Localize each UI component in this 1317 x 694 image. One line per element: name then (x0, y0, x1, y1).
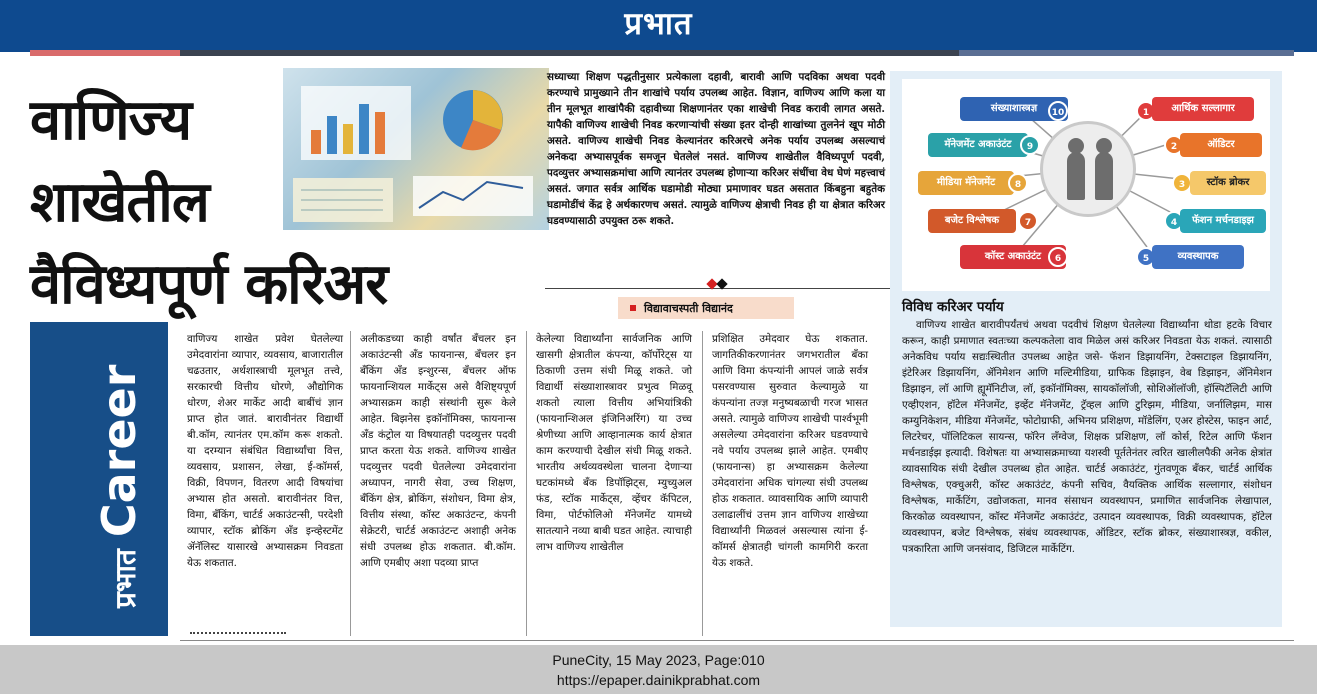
option-number-5: 5 (1136, 247, 1156, 267)
option-number-2: 2 (1164, 135, 1184, 155)
option-label-10: संख्याशास्त्रज्ञ (960, 97, 1068, 121)
career-column-banner (30, 322, 168, 636)
option-label-4: फॅशन मर्चनडाइझ (1180, 209, 1266, 233)
option-label-5: व्यवस्थापक (1152, 245, 1244, 269)
option-number-3: 3 (1172, 173, 1192, 193)
option-number-4: 4 (1164, 211, 1184, 231)
option-label-2: ऑडिटर (1180, 133, 1262, 157)
headline-line-2: शाखेतील (30, 170, 209, 235)
column-divider (526, 331, 527, 636)
byline (618, 297, 794, 319)
option-number-1: 1 (1136, 101, 1156, 121)
career-options-sidebar (890, 71, 1282, 627)
masthead-bar (0, 0, 1317, 52)
sidebar-title: विविध करिअर पर्याय (902, 299, 1004, 315)
infographic-hub (1040, 121, 1136, 217)
footer-edition-info: PuneCity, 15 May 2023, Page:010 (552, 652, 765, 668)
page-footer (0, 645, 1317, 694)
column-divider (702, 331, 703, 636)
option-number-6: 6 (1048, 247, 1068, 267)
masthead-logo: प्रभात (624, 6, 693, 42)
byline-bullet (630, 305, 636, 311)
career-banner-title: Career (92, 364, 146, 538)
column-divider (350, 331, 351, 636)
option-number-7: 7 (1018, 211, 1038, 231)
option-label-7: बजेट विश्लेषक (928, 209, 1016, 233)
article-end-mark (190, 632, 286, 634)
divider-ornament (706, 278, 736, 290)
career-banner-label: प्रभात (109, 549, 142, 608)
article-column-1: वाणिज्य शाखेत प्रवेश घेतलेल्या उमेदवारांना व्यापार, व्यवसाय, बाजारातील चढउतार, अर्थशास्त्राची मूलभूत तत्त्वे, सरकारची वित्तीय धोरणे, औद्योगिक धोरण, शेअर मार्केट आदी बाबींचं ज्ञान प्राप्त होत जातं. बारावीनंतर विद्यार्थी बी.कॉम, त्यानंतर एम.कॉम करू शकतो. या दरम्यान संबंधित विद्यार्थ्यांचा वित्त, व्यवसाय, प्रशासन, लेखा, ई-कॉमर्स, विक्री, विपणन, वितरण आदी विषयांचा अभ्यास होत असतो. बारावीनंतर वित्त, विमा, बँकिंग, चार्टर्ड अकाउंटन्सी, परदेशी व्यापार, स्टॉक ब्रोकिंग अँड इन्व्हेस्टमेंट ॲनॅलिस्ट यासारखे अभ्यासक्रम निवडता येऊ शकतात. (187, 333, 343, 569)
option-label-3: स्टॉक ब्रोकर (1190, 171, 1266, 195)
person-icon (1095, 152, 1113, 200)
article-column-4: प्रशिक्षित उमेदवार घेऊ शकतात. जागतिकीकरणानंतर जगभरातील बँका आणि विमा कंपन्यांनी आपलं जाळे सर्वत्र पसरवण्यास सुरुवात केल्यामुळे या कंपन्यांना तज्ज्ञ मनुष्यबळाची गरज भासत असते. त्यामुळे वाणिज्य शाखेची पार्श्वभूमी असलेल्या उमेदवारांना करिअर घडवण्याचे नवे पर्याय उपलब्ध झाले आहेत. एमबीए (फायनान्स) हा अभ्यासक्रम केलेल्या उमेदवारांना अधिक चांगल्या संधी उपलब्ध होऊ शकतात. व्यावसायिक आणि व्यापारी उलाढालींचं उत्तम ज्ञान वाणिज्य शाखेच्या विद्यार्थ्यांनी मिळवलं असल्यास त्यांना ई-कॉमर्स क्षेत्रातही चांगली कामगिरी करता येऊ शकते. (712, 333, 868, 569)
person-icon (1067, 152, 1085, 200)
page-bottom-rule (180, 640, 1294, 641)
option-label-6: कॉस्ट अकाउंटंट (960, 245, 1066, 269)
option-label-9: मॅनेजमेंट अकाउंटंट (928, 133, 1028, 157)
option-number-8: 8 (1008, 173, 1028, 193)
option-number-10: 10 (1048, 101, 1068, 121)
newspaper-page (30, 56, 1294, 644)
byline-author: विद्यावाचस्पती विद्यानंद (644, 302, 733, 315)
option-number-9: 9 (1020, 135, 1040, 155)
headline-line-3: वैविध्यपूर्ण करिअर (30, 252, 388, 317)
career-options-infographic (902, 79, 1270, 291)
article-column-3: केलेल्या विद्यार्थ्यांना सार्वजनिक आणि खासगी क्षेत्रातील कंपन्या, कॉर्पोरेट्स या ठिकाणी उत्तम संधी मिळू शकते. जो विद्यार्थी संख्याशास्त्रावर प्रभुत्व मिळवू शकतो त्याला वित्तीय अभियांत्रिकी (फायनान्शिअल इंजिनिअरिंग) या उच्च श्रेणीच्या आणि आव्हानात्मक कार्य क्षेत्रात काम करण्याची देखील संधी मिळू शकते. भारतीय अर्थव्यवस्थेला चालना देणाऱ्या घटकांमध्ये बँक डिपॉझिट्स, म्युच्युअल फंड, स्टॉक मार्केट्स, व्हेंचर कॅपिटल, विमा, पोर्टफोलिओ मॅनेजमेंट यामध्ये सातत्याने नव्या बाबी घडत आहेत. त्याचाही लाभ वाणिज्य शाखेतील (536, 333, 692, 553)
option-label-8: मीडिया मॅनेजमेंट (918, 171, 1014, 195)
article-column-2: अलीकडच्या काही वर्षांत बँचलर इन अकाउंटन्सी अँड फायनान्स, बँचलर इन बँकिंग अँड इन्शुरन्स, बँचलर ऑफ फायनान्शियल मार्केट्स असे वैशिष्ट्यपूर्ण अभ्यासक्रम काही संस्थांनी सुरू केले आहेत. बिझनेस इकॉनॉमिक्स, फायनान्स अँड कंट्रोल या विषयातही पदव्युत्तर पदवी प्राप्त करता येऊ शकते. वाणिज्य शाखेत पदव्युत्तर पदवी घेतलेल्या उमेदवारांना अध्यापन, नागरी सेवा, उच्च शिक्षण, बँकिंग क्षेत्र, ब्रोकिंग, संशोधन, विमा क्षेत्र, वित्तीय संस्था, कॉस्ट अकाउंटन्ट, कंपनी सेक्रेटरी, चार्टर्ड अकाउंटन्ट अशाही अनेक संधी उपलब्ध होऊ शकतात. बी.कॉम. आणि एमबीए अशा पदव्या प्राप्त (360, 333, 516, 569)
career-banner-text (92, 364, 149, 608)
article-intro: सध्याच्या शिक्षण पद्धतीनुसार प्रत्येकाला दहावी, बारावी आणि पदविका अथवा पदवी करण्याचे प्रामुख्याने तीन शाखांचे पर्याय उपलब्ध आहेत. विज्ञान, वाणिज्य आणि कला या तीन मूलभूत शाखांपैकी दहावीच्या शिक्षणानंतर एका शाखेची निवड करावी लागत असते. यापैकी वाणिज्य शाखेची निवड करणाऱ्यांची संख्या इतर दोन्ही शाखांच्या तुलनेनं खूप मोठी असते. वाणिज्य शाखेची निवड केल्यानंतर करिअरचे अनेक पर्याय उपलब्ध असल्याचं अनेकदा अभ्यासपूर्वक समजून घेतलेलं नसतं. वाणिज्य शाखेतील वैविध्यपूर्ण पदवी, पदव्युत्तर अभ्यासक्रमांचा आणि त्यानंतर उपलब्ध होणाऱ्या करिअर संधींचा वेध घेणं महत्त्वाचं असतं. जगात सर्वत्र आर्थिक घडामोडी मोठ्या प्रमाणावर घडत असतात किंबहुना बहुतेक घडामोडींचं केंद्र हे अर्थकारणच असतं. त्यामुळे वाणिज्य क्षेत्राची निवड ही या क्षेत्रात करिअर घडवण्यासाठी उपयुक्त ठरू शकते. (547, 71, 885, 227)
headline-line-1: वाणिज्य (30, 88, 192, 153)
sidebar-body: वाणिज्य शाखेत बारावीपर्यंतचं अथवा पदवीचं शिक्षण घेतलेल्या विद्यार्थ्यांना थोडा हटके विचार करून, काही प्रमाणात स्वतःच्या कल्पकतेला वाव मिळेल असं करिअर निवडता येऊ शकतं. त्यासाठी अनेकविध पर्याय सद्यःस्थितीत उपलब्ध आहेत जसे- फॅशन डिझायनिंग, टेक्सटाइल डिझायनिंग, इंटेरिअर डिझायनिंग, ॲनिमेशन आणि मल्टिमीडिया, ग्राफिक डिझाइन, वेब डिझाइन, ॲनिमेशन डिझाइन, लॉ आणि ह्यूमॅनिटीज, लॉ, इकॉनॉमिक्स, सायकॉलॉजी, सोशिऑलॉजी, हॉस्पिटॅलिटी आणि एव्हीएशन, हॉटेल मॅनेजमेंट, इव्हेंट मॅनेजमेंट, ट्रॅव्हल आणि टुरिझम, मीडिया, जर्नालिझम, मास कम्युनिकेशन, मीडिया मॅनेजमेंट, फोटोग्राफी, अभिनय प्रशिक्षण, मॉडेलिंग, एअर होस्टेस, फाइन आर्ट, लिटरेचर, पॉलिटिकल सायन्स, फॉरेन लँग्वेज, शिक्षक प्रशिक्षण, लॉ कोर्स, रिटेल आणि फॅशन मर्चनडाईझ इत्यादी. विशेषतः या अभ्यासक्रमाच्या यशस्वी पूर्ततेनंतर त्वरित खालीलपैकी अनेक क्षेत्रांत व्यावसायिक संधी देखील उपलब्ध होत आहेत. चार्टर्ड अकाउंटंट, गुंतवणूक बँकर, चार्टर्ड आर्थिक विश्लेषक, एक्चुअरी, कॉस्ट अकाउंटंट, कंपनी सचिव, वैयक्तिक आर्थिक सल्लागार, संशोधन विश्लेषक, मार्केटिंग, उद्योजकता, मानव संसाधन व्यवस्थापन, प्रमाणित सार्वजनिक लेखापाल, किरकोळ व्यवस्थापन, कॉस्ट मॅनेजमेंट अकाउंटंट, उत्पादन व्यवस्थापक, विक्री व्यवस्थापक, हॉटेल व्यवस्थापन, बजेट विश्लेषक, संबंध व्यवस्थापक, ऑडिटर, स्टॉक ब्रोकर, संख्याशास्त्रज्ञ, वकील, पत्रकारिता आणि जनसंवाद, डिजिटल मार्केटिंग. (902, 319, 1272, 555)
option-label-1: आर्थिक सल्लागार (1152, 97, 1254, 121)
finance-charts-illustration (283, 68, 549, 230)
footer-url-link[interactable]: https://epaper.dainikprabhat.com (556, 672, 761, 688)
article-photo (283, 68, 549, 230)
